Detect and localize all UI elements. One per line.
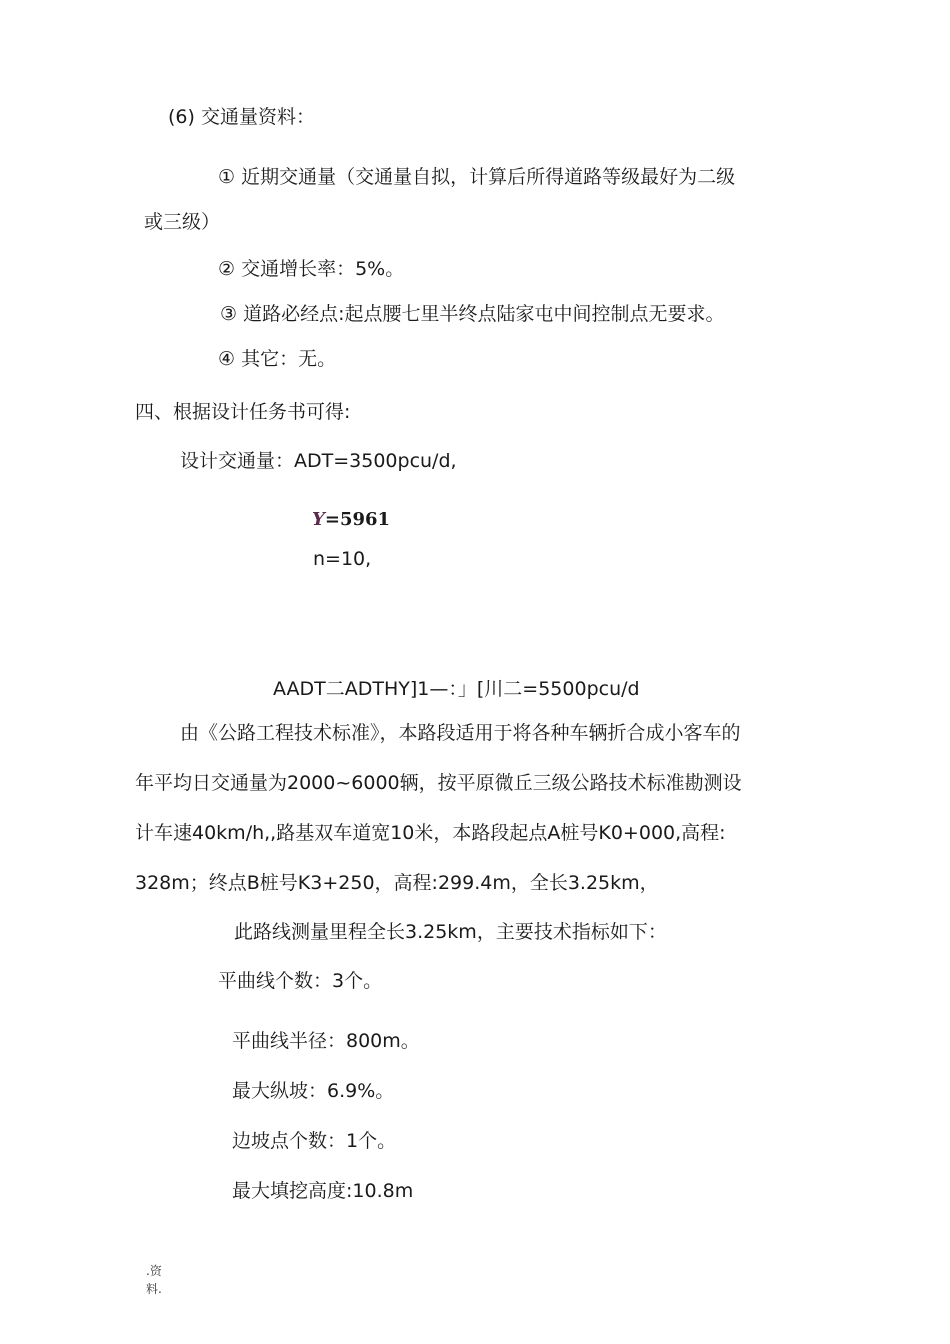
paragraph-line-4: 328m；终点B桩号K3+250，高程:299.4m，全长3.25km，	[135, 872, 659, 894]
route-summary-line: 此路线测量里程全长3.25km，主要技术指标如下：	[234, 921, 667, 943]
footer-line-1: .资	[146, 1264, 162, 1278]
formula-aadt: AADT二ADTHY]1—：」[川二=5500pcu/d	[273, 678, 640, 700]
section-four-heading: 四、根据设计任务书可得:	[135, 401, 351, 423]
page-footer	[146, 1262, 162, 1298]
item-required-points: ③ 道路必经点:起点腰七里半终点陆家屯中间控制点无要求。	[220, 303, 725, 325]
spec-curve-radius: 平曲线半径：800m。	[232, 1030, 420, 1052]
spec-slope-point-count: 边坡点个数：1个。	[232, 1130, 397, 1152]
formula-y-value	[312, 507, 390, 533]
footer-line-2: 料.	[146, 1282, 162, 1296]
section-traffic-data-heading: (6) 交通量资料：	[168, 106, 315, 128]
spec-curve-count: 平曲线个数：3个。	[218, 970, 383, 992]
formula-n-value: n=10,	[313, 548, 372, 570]
paragraph-line-1: 由《公路工程技术标准》，本路段适用于将各种车辆折合成小客车的	[180, 722, 741, 744]
item-near-term-traffic-cont: 或三级）	[144, 211, 221, 233]
formula-y-variable: Y	[312, 509, 325, 530]
paragraph-line-2: 年平均日交通量为2000~6000辆，按平原微丘三级公路技术标准勘测设	[135, 772, 742, 794]
formula-y-number: =5961	[324, 509, 391, 530]
item-near-term-traffic: ① 近期交通量（交通量自拟，计算后所得道路等级最好为二级	[218, 166, 736, 188]
item-growth-rate: ② 交通增长率：5%。	[218, 258, 405, 280]
spec-max-grade: 最大纵坡：6.9%。	[232, 1080, 395, 1102]
paragraph-line-3: 计车速40km/h,,路基双车道宽10米，本路段起点A桩号K0+000,高程:	[135, 822, 726, 844]
design-traffic-line: 设计交通量：ADT=3500pcu/d,	[180, 450, 457, 472]
spec-max-cut-fill-height: 最大填挖高度:10.8m	[232, 1180, 414, 1202]
item-other: ④ 其它：无。	[218, 348, 337, 370]
